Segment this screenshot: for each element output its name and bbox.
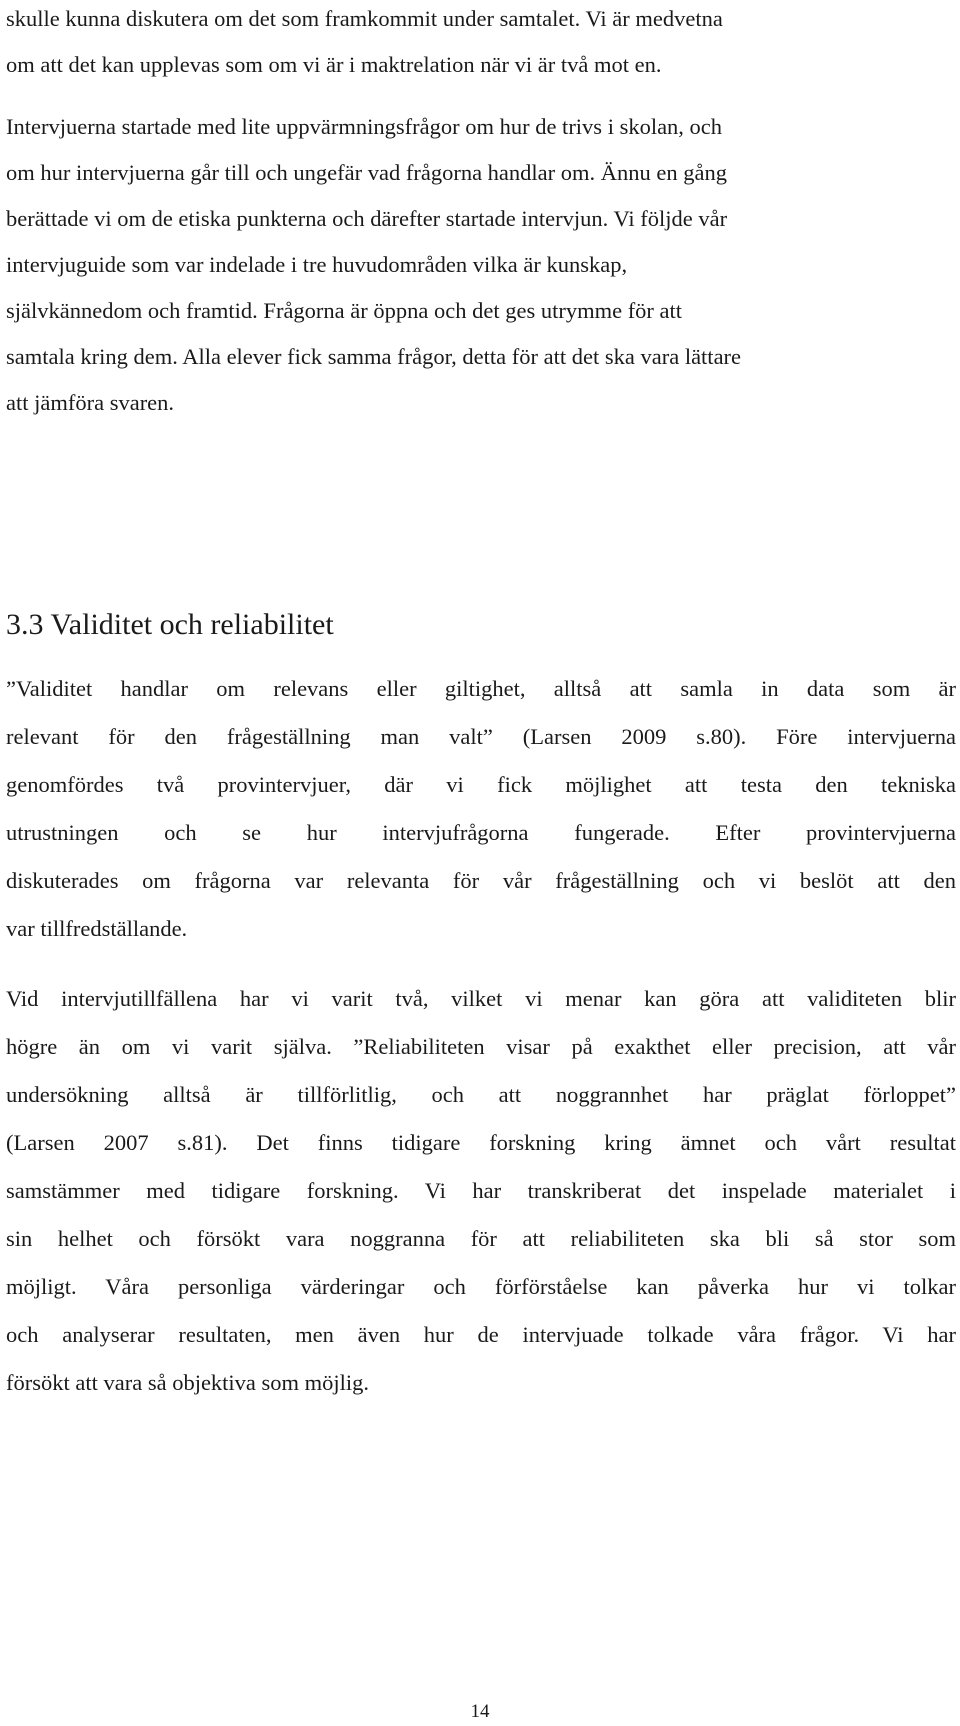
text-line: genomfördes två provintervjuer, där vi fick möjlighet att testa den tekniska	[6, 772, 956, 797]
text-line: Vid intervjutillfällena har vi varit två, vilket vi menar kan göra att validiteten blir	[6, 986, 956, 1011]
text-line: berättade vi om de etiska punkterna och därefter startade intervjun. Vi följde vår	[6, 206, 728, 231]
text-line: Intervjuerna startade med lite uppvärmningsfrågor om hur de trivs i skolan, och	[6, 114, 723, 139]
text-line: skulle kunna diskutera om det som framkommit under samtalet. Vi är medvetna	[6, 6, 723, 31]
page-number: 14	[470, 1701, 490, 1722]
text-line: (Larsen 2007 s.81). Det finns tidigare forskning kring ämnet och vårt resultat	[6, 1130, 956, 1155]
text-line: möjligt. Våra personliga värderingar och förförståelse kan påverka hur vi tolkar	[6, 1274, 956, 1299]
text-line: diskuterades om frågorna var relevanta för vår frågeställning och vi beslöt att den	[6, 868, 956, 893]
text-line: att jämföra svaren.	[6, 390, 175, 415]
text-line: högre än om vi varit själva. ”Reliabiliteten visar på exakthet eller precision, att vår	[6, 1034, 956, 1059]
text-line: om hur intervjuerna går till och ungefär vad frågorna handlar om. Ännu en gång	[6, 160, 727, 185]
text-line: relevant för den frågeställning man valt” (Larsen 2009 s.80). Före intervjuerna	[6, 724, 956, 749]
text-line: utrustningen och se hur intervjufrågorna fungerade. Efter provintervjuerna	[6, 820, 956, 845]
section-heading: 3.3 Validitet och reliabilitet	[6, 608, 334, 641]
text-line: samstämmer med tidigare forskning. Vi har transkriberat det inspelade materialet i	[6, 1178, 956, 1203]
text-line: självkännedom och framtid. Frågorna är öppna och det ges utrymme för att	[6, 298, 683, 323]
text-line: sin helhet och försökt vara noggranna för att reliabiliteten ska bli så stor som	[6, 1226, 956, 1251]
text-line: försökt att vara så objektiva som möjlig.	[6, 1370, 370, 1395]
text-line: och analyserar resultaten, men även hur de intervjuade tolkade våra frågor. Vi har	[6, 1322, 956, 1347]
text-line: om att det kan upplevas som om vi är i maktrelation när vi är två mot en.	[6, 52, 662, 77]
text-line: var tillfredställande.	[6, 916, 188, 941]
text-line: undersökning alltså är tillförlitlig, och att noggrannhet har präglat förloppet”	[6, 1082, 956, 1107]
text-line: samtala kring dem. Alla elever fick samma frågor, detta för att det ska vara lättare	[6, 344, 742, 369]
text-line: ”Validitet handlar om relevans eller giltighet, alltså att samla in data som är	[6, 676, 956, 701]
text-line: intervjuguide som var indelade i tre huvudområden vilka är kunskap,	[6, 252, 628, 277]
